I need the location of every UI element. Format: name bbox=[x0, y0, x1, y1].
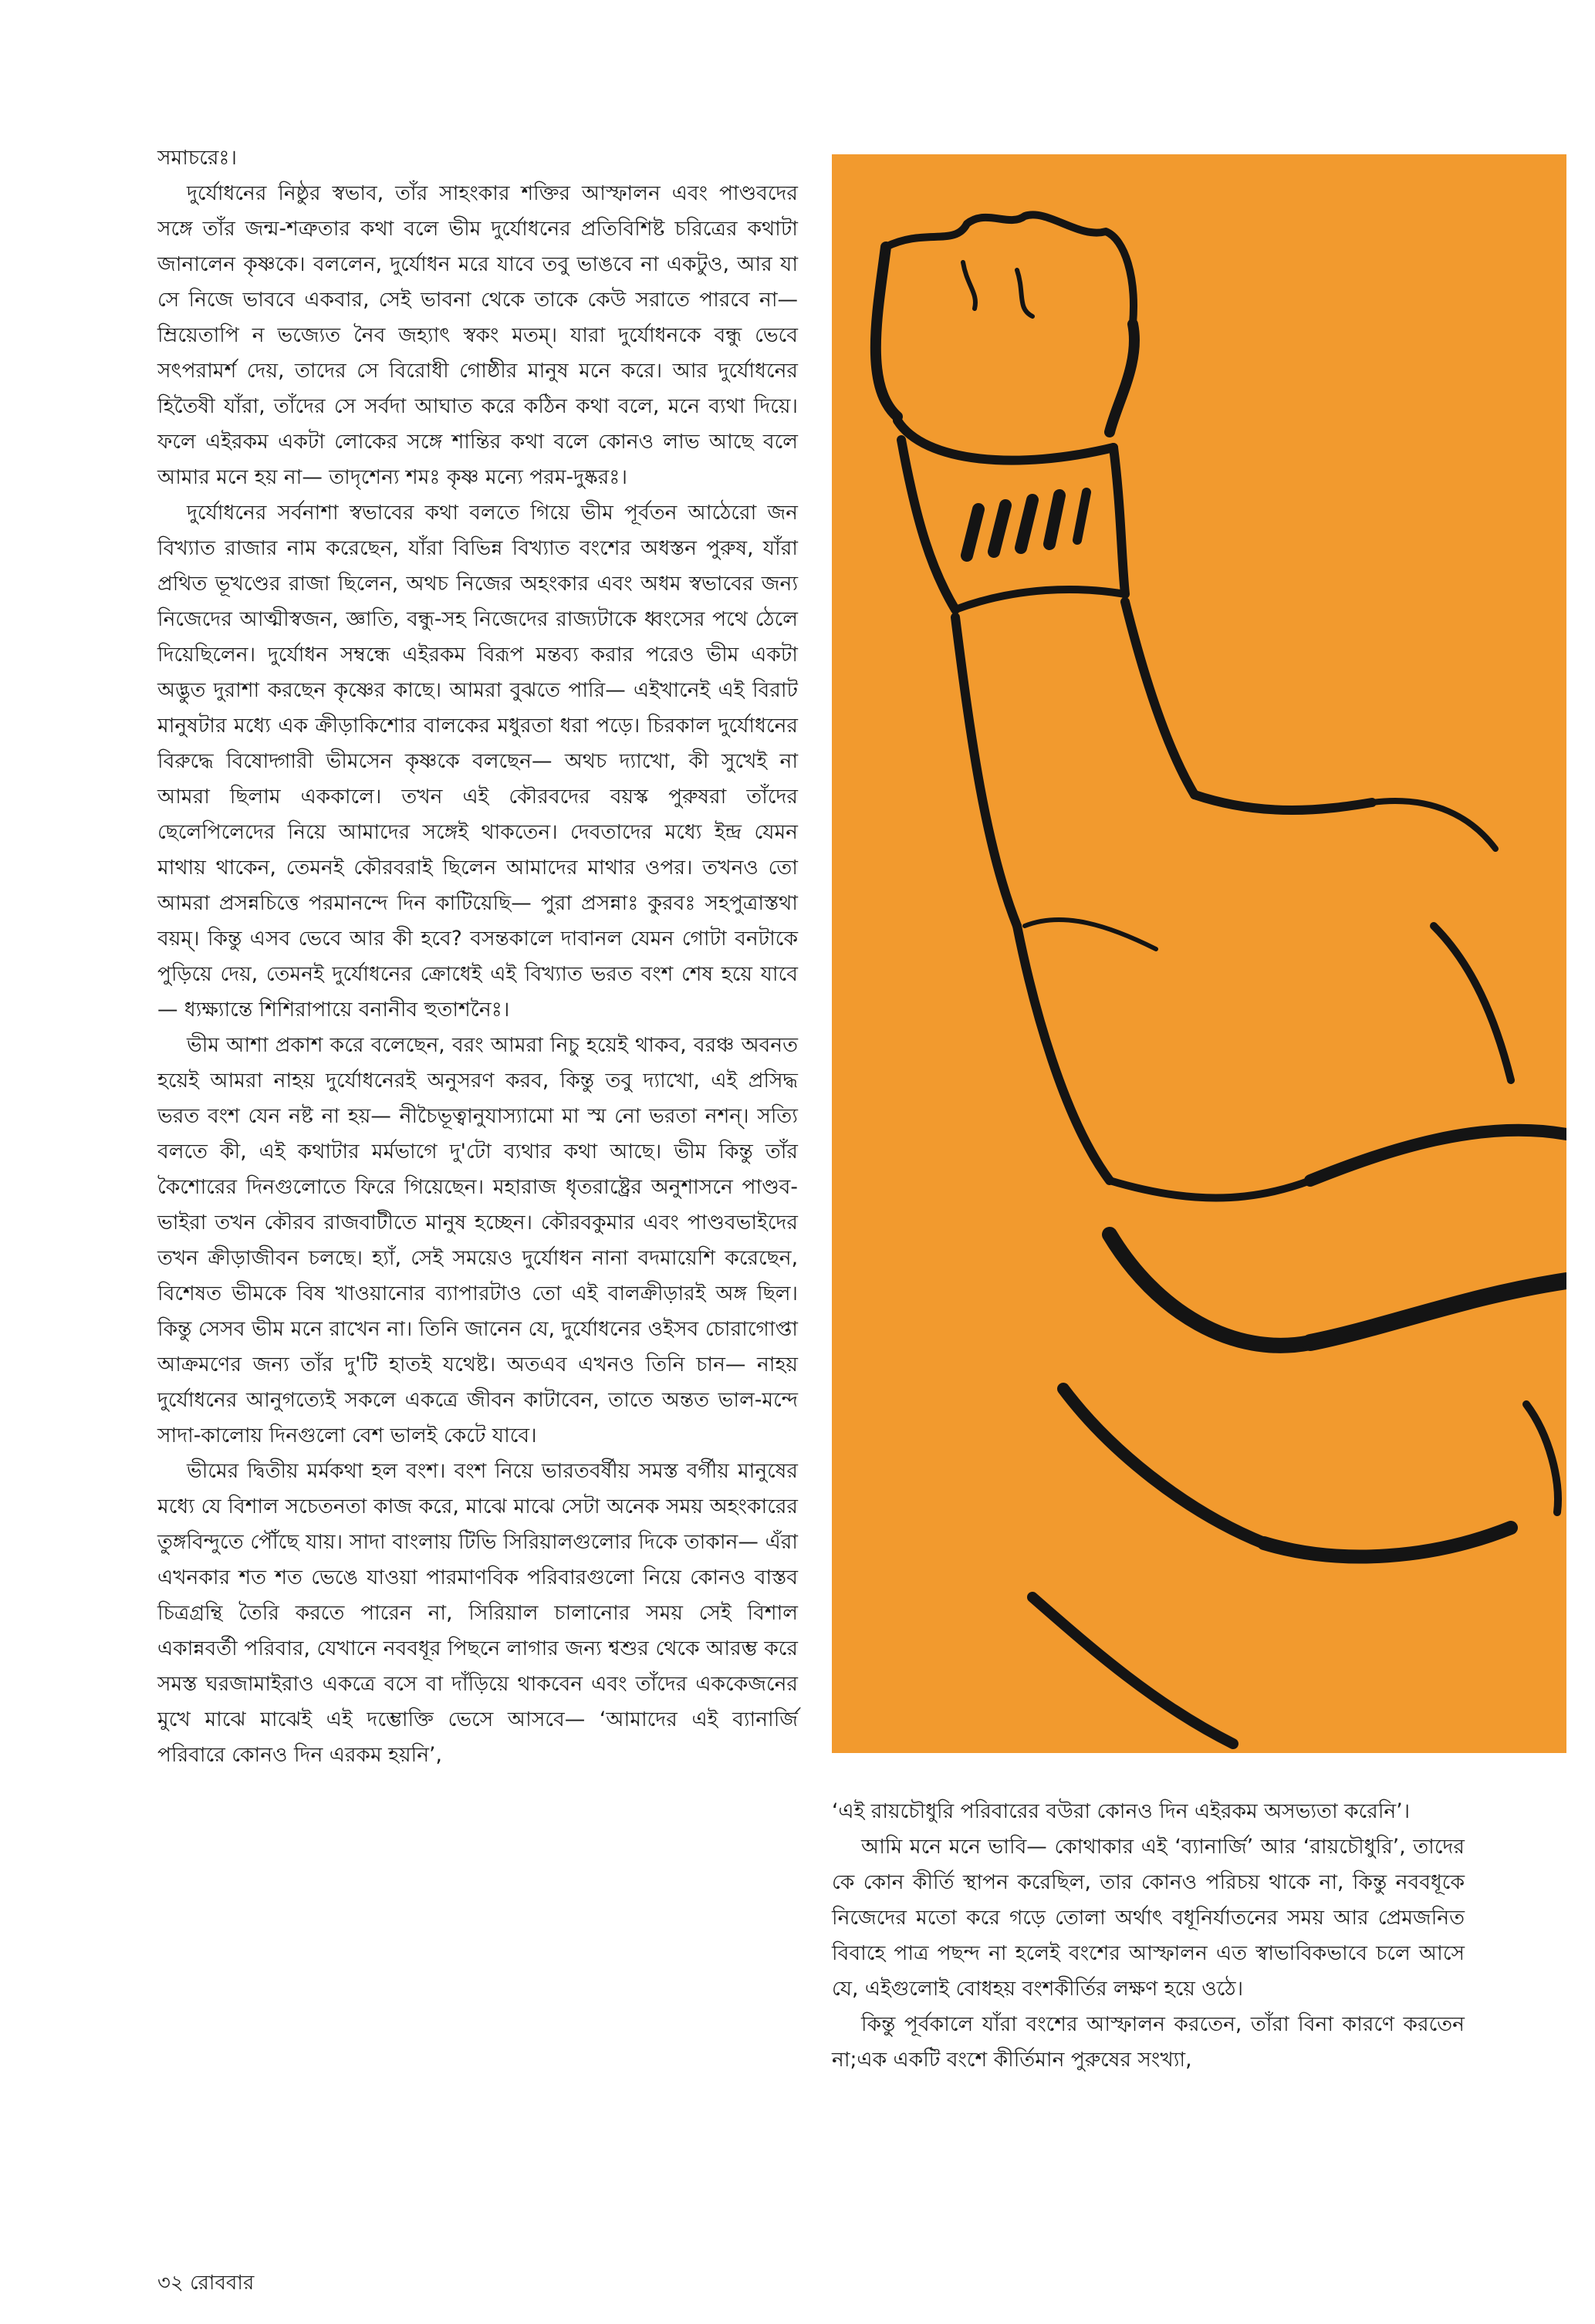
page-footer: ৩২ রোববার bbox=[157, 2272, 255, 2295]
paragraph: কিন্তু পূর্বকালে যাঁরা বংশের আস্ফালন করতেন, তাঁরা বিনা কারণে করতেন না;এক একটি বংশে কীর্তিমান পুরুষের সংখ্যা, bbox=[832, 2012, 1465, 2072]
paragraph: আমি মনে মনে ভাবি— কোথাকার এই ‘ব্যানার্জি’ আর ‘রায়চৌধুরি’, তাদের কে কোন কীর্তি স্থাপন করেছিল, তার কোনও পরিচয় থাকে না, কিন্তু নববধূকে নিজেদের মতো করে গড়ে তোলা অর্থাৎ বধূনির্যাতনের সময় আর প্রেমজনিত বিবাহে পাত্র পছন্দ না হলেই বংশের আস্ফালন এত স্বাভাবিকভাবে চলে আসে যে, এইগুলোই বোধহয় বংশকীর্তির লক্ষণ হয়ে ওঠে। bbox=[832, 1835, 1465, 2001]
paragraph: ভীমের দ্বিতীয় মর্মকথা হল বংশ। বংশ নিয়ে ভারতবর্ষীয় সমস্ত বর্গীয় মানুষের মধ্যে যে বিশাল সচেতনতা কাজ করে, মাঝে মাঝে সেটা অনেক সময় অহংকারের তুঙ্গবিন্দুতে পৌঁছে যায়। সাদা বাংলায় টিভি সিরিয়ালগুলোর দিকে তাকান— এঁরা এখনকার শত শত ভেঙে যাওয়া পারমাণবিক পরিবারগুলো নিয়ে কোনও বাস্তব চিত্রগ্রন্থি তৈরি করতে পারেন না, সিরিয়াল চালানোর সময় সেই বিশাল একান্নবর্তী পরিবার, যেখানে নববধূর পিছনে লাগার জন্য শ্বশুর থেকে আরম্ভ করে সমস্ত ঘরজামাইরাও একত্রে বসে বা দাঁড়িয়ে থাকবেন এবং তাঁদের এককেজনের মুখে মাঝে মাঝেই এই দম্ভোক্তি ভেসে আসবে— ‘আমাদের এই ব্যানার্জি পরিবারে কোনও দিন এরকম হয়নি’, bbox=[157, 1459, 798, 1767]
paragraph: দুর্যোধনের সর্বনাশা স্বভাবের কথা বলতে গিয়ে ভীম পূর্বতন আঠেরো জন বিখ্যাত রাজার নাম করেছেন, যাঁরা বিভিন্ন বিখ্যাত বংশের অধস্তন পুরুষ, যাঁরা প্রথিত ভূখণ্ডের রাজা ছিলেন, অথচ নিজের অহংকার এবং অধম স্বভাবের জন্য নিজেদের আত্মীস্বজন, জ্ঞাতি, বন্ধু-সহ নিজেদের রাজ্যটাকে ধ্বংসের পথে ঠেলে দিয়েছিলেন। দুর্যোধন সম্বন্ধে এইরকম বিরূপ মন্তব্য করার পরেও ভীম একটা অদ্ভুত দুরাশা করছেন কৃষ্ণের কাছে। আমরা বুঝতে পারি— এইখানেই এই বিরাট মানুষটার মধ্যে এক ক্রীড়াকিশোর বালকের মধুরতা ধরা পড়ে। চিরকাল দুর্যোধনের বিরুদ্ধে বিষোদ্গারী ভীমসেন কৃষ্ণকে বলছেন— অথচ দ্যাখো, কী সুখেই না আমরা ছিলাম এককালে। তখন এই কৌরবদের বয়স্ক পুরুষরা তাঁদের ছেলেপিলেদের নিয়ে আমাদের সঙ্গেই থাকতেন। দেবতাদের মধ্যে ইন্দ্র যেমন মাথায় থাকেন, তেমনই কৌরবরাই ছিলেন আমাদের মাথার ওপর। তখনও তো আমরা প্রসন্নচিত্তে পরমানন্দে দিন কাটিয়েছি— পুরা প্রসন্নাঃ কুরবঃ সহপুত্রাস্তথা বয়ম্। কিন্তু এসব ভেবে আর কী হবে? বসন্তকালে দাবানল যেমন গোটা বনটাকে পুড়িয়ে দেয়, তেমনই দুর্যোধনের ক্রোধেই এই বিখ্যাত ভরত বংশ শেষ হয়ে যাবে— ধ্যক্ষ্যান্তে শিশিরাপায়ে বনানীব হুতাশনৈঃ। bbox=[157, 501, 798, 1022]
arm-illustration bbox=[832, 154, 1566, 1753]
raised-arm-brush-drawing bbox=[832, 154, 1566, 1753]
paragraph: দুর্যোধনের নিষ্ঠুর স্বভাব, তাঁর সাহংকার শক্তির আস্ফালন এবং পাণ্ডবদের সঙ্গে তাঁর জন্ম-শত্রুতার কথা বলে ভীম দুর্যোধনের প্রতিবিশিষ্ট চরিত্রের কথাটা জানালেন কৃষ্ণকে। বললেন, দুর্যোধন মরে যাবে তবু ভাঙবে না একটুও, আর যা সে নিজে ভাববে একবার, সেই ভাবনা থেকে তাকে কেউ সরাতে পারবে না— ম্রিয়েতাপি ন ভজ্যেত নৈব জহ্যাৎ স্বকং মতম্। যারা দুর্যোধনকে বন্ধু ভেবে সৎপরামর্শ দেয়, তাদের সে বিরোধী গোষ্ঠীর মানুষ মনে করে। আর দুর্যোধনের হিতৈষী যাঁরা, তাঁদের সে সর্বদা আঘাত করে কঠিন কথা বলে, মনে ব্যথা দিয়ে। ফলে এইরকম একটা লোকের সঙ্গে শান্তির কথা বলে কোনও লাভ আছে বলে আমার মনে হয় না— তাদৃশেন্য শমঃ কৃষ্ণ মন্যে পরম-দুষ্করঃ। bbox=[157, 181, 798, 489]
left-text-column bbox=[157, 140, 798, 1773]
paragraph: সমাচরেঃ। bbox=[157, 146, 238, 170]
paragraph: ‘এই রায়চৌধুরি পরিবারের বউরা কোনও দিন এইরকম অসভ্যতা করেনি’। bbox=[832, 1799, 1411, 1823]
paragraph: ভীম আশা প্রকাশ করে বলেছেন, বরং আমরা নিচু হয়েই থাকব, বরঞ্চ অবনত হয়েই আমরা নাহয় দুর্যোধনেরই অনুসরণ করব, কিন্তু তবু দ্যাখো, এই প্রসিদ্ধ ভরত বংশ যেন নষ্ট না হয়— নীচৈভূত্বানুযাস্যামো মা স্ম নো ভরতা নশন্। সত্যি বলতে কী, এই কথাটার মর্মভাগে দু'টো ব্যথার কথা আছে। ভীম কিন্তু তাঁর কৈশোরের দিনগুলোতে ফিরে গিয়েছেন। মহারাজ ধৃতরাষ্ট্রের অনুশাসনে পাণ্ডব-ভাইরা তখন কৌরব রাজবাটীতে মানুষ হচ্ছেন। কৌরবকুমার এবং পাণ্ডবভাইদের তখন ক্রীড়াজীবন চলছে। হ্যাঁ, সেই সময়েও দুর্যোধন নানা বদমায়েশি করেছেন, বিশেষত ভীমকে বিষ খাওয়ানোর ব্যাপারটাও তো এই বালক্রীড়ারই অঙ্গ ছিল। কিন্তু সেসব ভীম মনে রাখেন না। তিনি জানেন যে, দুর্যোধনের ওইসব চোরাগোপ্তা আক্রমণের জন্য তাঁর দু'টি হাতই যথেষ্ট। অতএব এখনও তিনি চান— নাহয় দুর্যোধনের আনুগত্যেই সকলে একত্রে জীবন কাটাবেন, তাতে অন্তত ভাল-মন্দে সাদা-কালোয় দিনগুলো বেশ ভালই কেটে যাবে। bbox=[157, 1033, 798, 1447]
right-text-column bbox=[832, 1794, 1465, 2078]
